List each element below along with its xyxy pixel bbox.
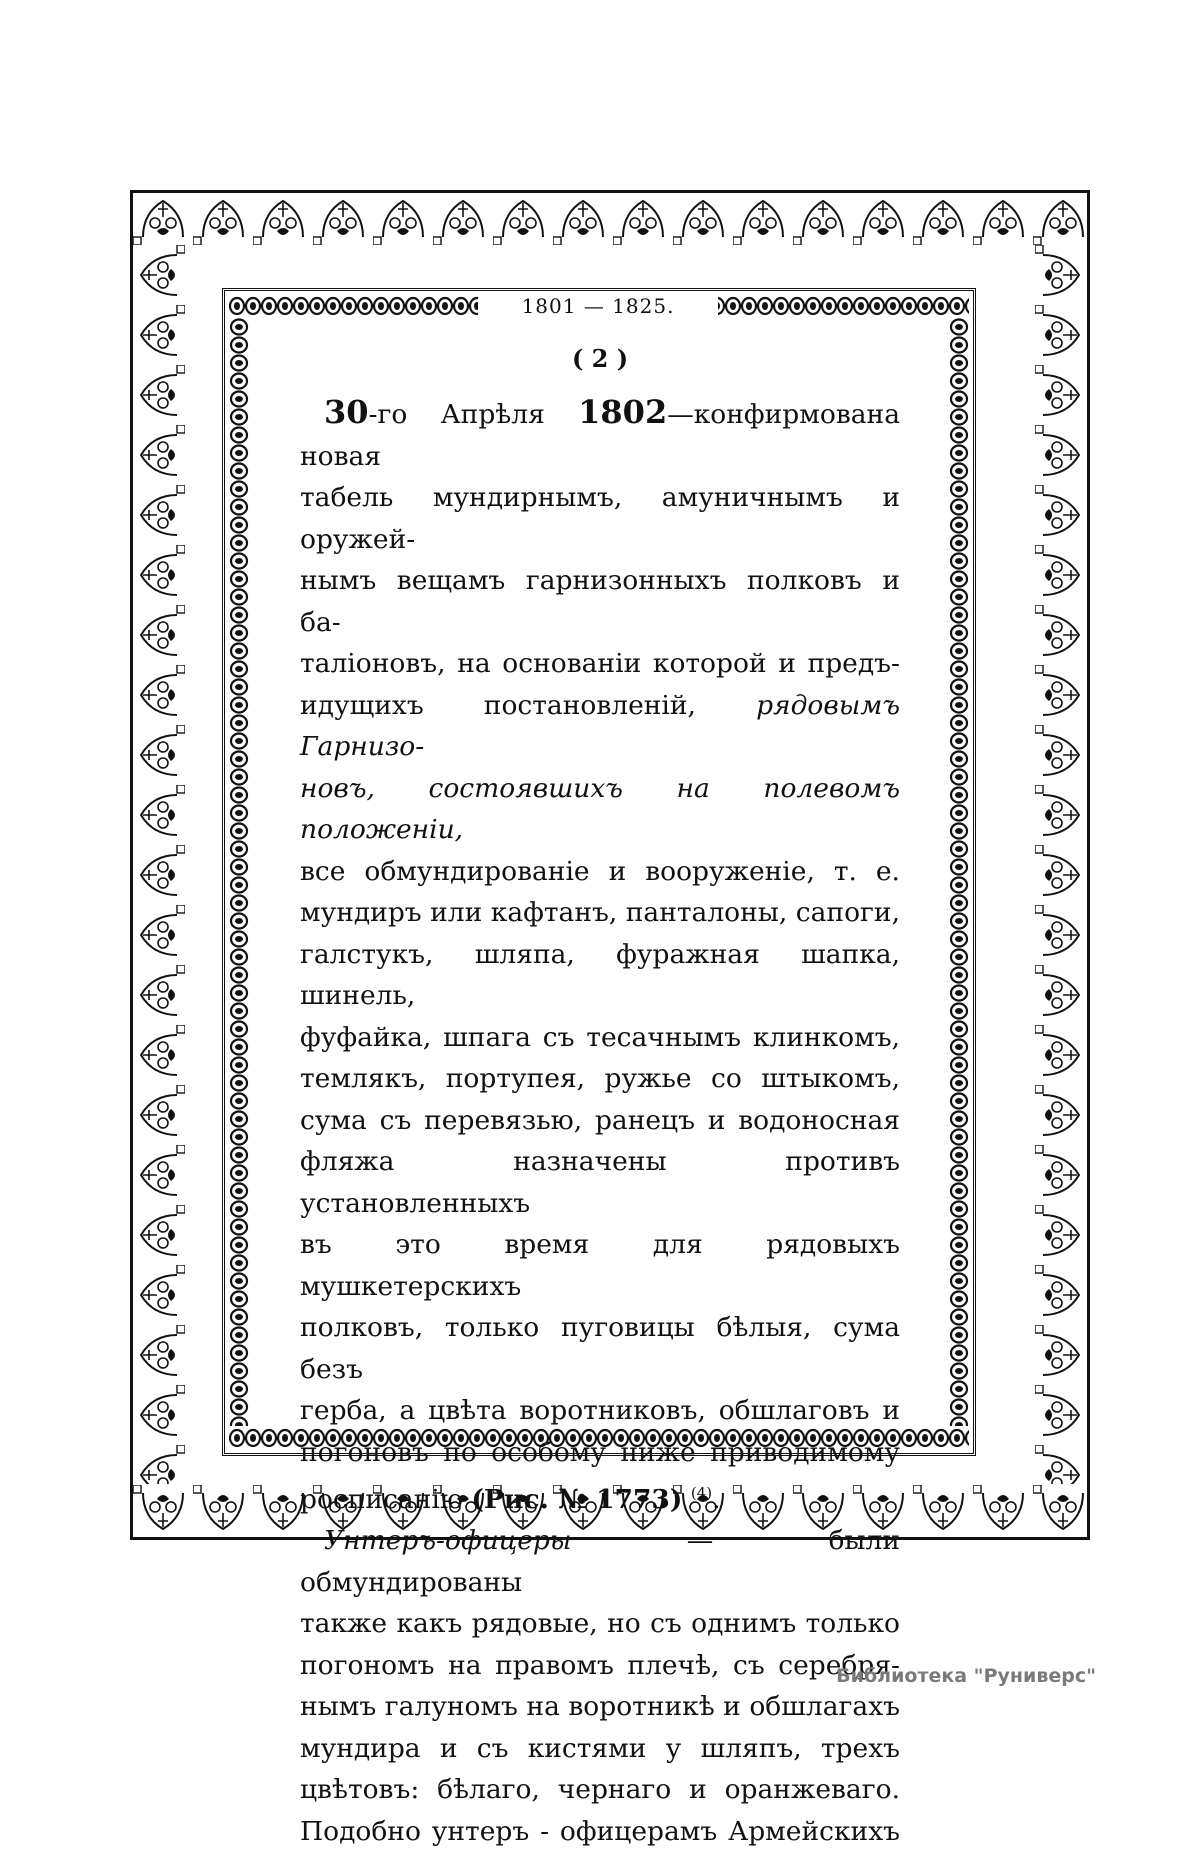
library-watermark: Библиотека "Руниверс" (836, 1665, 1096, 1687)
text-line: таліоновъ, на основаніи которой и предъ- (300, 648, 900, 679)
ornament-band-right (1035, 245, 1087, 1484)
paragraph-1-end: росписанію (Рис. № 1773) $^{(4)}$. (300, 1483, 721, 1515)
figure-reference: (Рис. № 1773) (471, 1483, 683, 1515)
text-line: Подобно унтеръ - офицерамъ Армейскихъ (300, 1815, 900, 1847)
text-line: полковъ, только пуговицы бѣлыя, сума безъ (300, 1312, 900, 1385)
chain-ornament-right (949, 318, 969, 1426)
paragraph-2-line-1: Унтеръ-офицеры — были обмундированы (300, 1525, 900, 1598)
ornament-band-left (133, 245, 185, 1484)
chain-ornament-left (229, 318, 249, 1426)
text-line-italic: новъ, состоявшихъ на полевомъ положеніи, (300, 772, 900, 845)
text-line: нымъ галуномъ на воротникѣ и обшлагахъ (300, 1691, 900, 1723)
text-line: темлякъ, портупея, ружье со штыкомъ, (300, 1063, 900, 1094)
text-line: галстукъ, шляпа, фуражная шапка, шинель, (300, 938, 900, 1011)
text-line: погоновъ по особому ниже приводимому (300, 1436, 900, 1468)
paragraph-1-line-1: 30-го Апрѣля 1802—конфирмована новая (300, 393, 900, 472)
text-line: также какъ рядовые, но съ однимъ только (300, 1608, 900, 1640)
text-line: мундиръ или кафтанъ, панталоны, сапоги, (300, 897, 900, 928)
text-line: все обмундированіе и вооруженіе, т. е. (300, 855, 900, 887)
main-text (300, 392, 900, 1852)
text-line: сума съ перевязью, ранецъ и водоносная (300, 1104, 900, 1136)
text-line: мундира и съ кистями у шляпъ, трехъ (300, 1732, 900, 1764)
header-years: 1801 — 1825. (478, 294, 718, 318)
text-line: въ это время для рядовыхъ мушкетерскихъ (300, 1229, 900, 1302)
page-number: ( 2 ) (571, 344, 629, 373)
text-line: герба, а цвѣта воротниковъ, обшлаговъ и (300, 1395, 900, 1426)
text-line: фуфайка, шпага съ тесачнымъ клинкомъ, (300, 1021, 900, 1053)
text-line: погономъ на правомъ плечѣ, съ серебря- (300, 1649, 900, 1681)
text-line: фляжа назначены противъ установленныхъ (300, 1146, 900, 1219)
ornament-band-top (133, 193, 1087, 245)
text-line: нымъ вещамъ гарнизонныхъ полковъ и ба- (300, 565, 900, 638)
footnote-marker: (4) (690, 1484, 713, 1502)
text-line: табель мундирнымъ, амуничнымъ и оружей- (300, 482, 900, 555)
text-line: цвѣтовъ: бѣлаго, чернаго и оранжеваго. (300, 1774, 900, 1806)
text-line: идущихъ постановленій, рядовымъ Гарнизо- (300, 689, 900, 762)
